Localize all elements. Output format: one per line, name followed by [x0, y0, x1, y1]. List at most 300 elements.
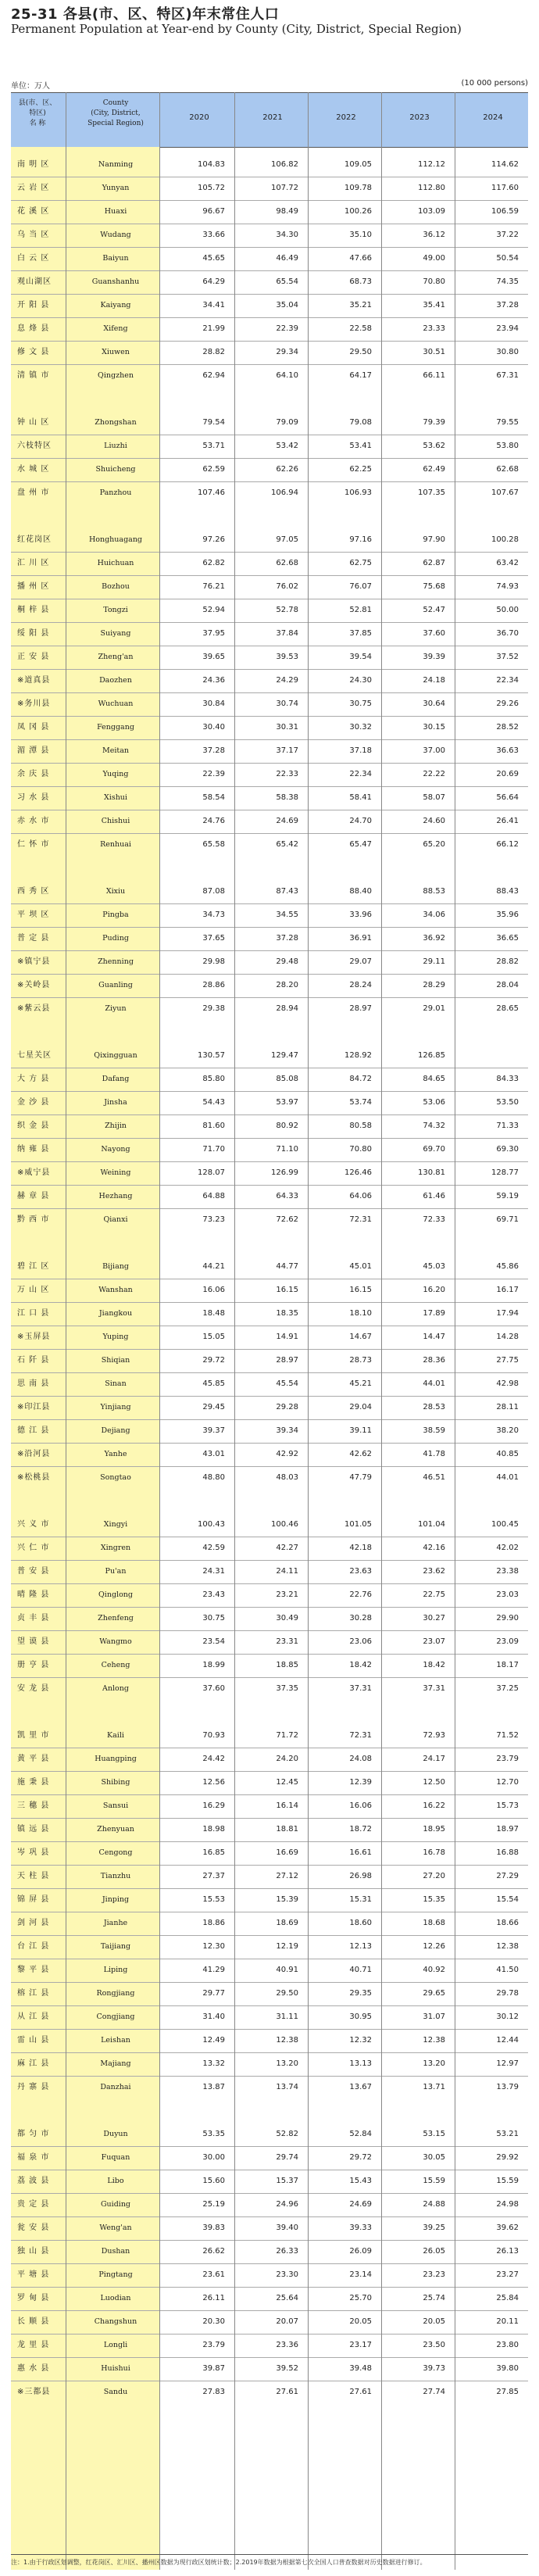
county-name-cn: 黔 西 市: [17, 1215, 50, 1224]
population-value: 105.72: [198, 184, 225, 192]
population-value: 18.35: [276, 1309, 298, 1318]
county-name-cn: 红花岗区: [17, 535, 52, 544]
table-row: [11, 1724, 528, 1748]
population-value: 128.07: [198, 1168, 225, 1177]
population-value: 85.80: [202, 1075, 225, 1083]
unit-label-cn: 单位：万人: [11, 82, 50, 91]
table-row: [11, 2146, 528, 2170]
population-value: 67.31: [496, 371, 519, 380]
county-name-en: Xingren: [100, 1544, 131, 1552]
population-value: 18.85: [276, 1661, 298, 1669]
county-name-en: Jinsha: [104, 1098, 127, 1107]
table-row: [11, 1419, 528, 1443]
population-value: 18.42: [349, 1661, 372, 1669]
population-value: 29.74: [276, 2153, 298, 2162]
table-row: [11, 646, 528, 669]
population-value: 45.85: [202, 1379, 225, 1388]
population-value: 28.29: [423, 981, 445, 989]
population-value: 30.74: [276, 699, 298, 708]
county-name-en: Rongjiang: [96, 1989, 135, 1998]
table-row: [11, 2029, 528, 2052]
population-value: 12.30: [202, 1942, 225, 1951]
population-value: 27.74: [423, 2388, 445, 2396]
county-name-cn: 七星关区: [17, 1051, 52, 1060]
county-name-en: Jianhe: [103, 1919, 128, 1927]
population-value: 26.09: [349, 2247, 372, 2256]
table-row: [11, 1466, 528, 1490]
county-name-en: Liping: [103, 1966, 128, 1974]
population-value: 39.62: [496, 2224, 519, 2232]
population-value: 28.20: [276, 981, 298, 989]
population-value: 29.07: [349, 957, 372, 966]
population-value: 16.06: [202, 1286, 225, 1294]
population-value: 37.65: [202, 934, 225, 943]
population-value: 69.30: [496, 1145, 519, 1154]
table-row: [11, 1443, 528, 1466]
population-value: 30.49: [276, 1614, 298, 1623]
county-name-cn: 余 庆 县: [17, 770, 50, 778]
table-row: [11, 1888, 528, 1912]
county-name-en: Majiang: [100, 2059, 131, 2068]
county-name-cn: 修 文 县: [17, 348, 50, 356]
county-name-en: Puding: [102, 934, 129, 943]
population-value: 15.31: [349, 1895, 372, 1904]
population-value: 20.69: [496, 770, 519, 778]
footnote: 注：1.由于行政区划调整，红花岗区、汇川区、播州区数据为现行政区划统计数；2.2019年数据为根据第七次全国人口普查数据对历史数据进行修订。: [11, 2559, 427, 2566]
county-name-cn: 施 秉 县: [17, 1778, 50, 1787]
population-value: 15.60: [202, 2177, 225, 2185]
population-value: 101.05: [344, 1520, 372, 1529]
table-row: [11, 1372, 528, 1396]
header-county-cn: 县(市、区、 特区) 名 称: [18, 99, 57, 127]
table-row: [11, 2216, 528, 2240]
county-name-cn: ※紫云县: [17, 1004, 51, 1013]
county-name-en: Kaiyang: [100, 301, 131, 309]
county-name-en: Renhuai: [100, 840, 131, 849]
county-name-cn: 剑 河 县: [17, 1919, 50, 1927]
table-row: [11, 1748, 528, 1771]
table-bottom-rule: [11, 2554, 528, 2555]
population-value: 84.33: [496, 1075, 519, 1083]
table-row: [11, 1537, 528, 1560]
population-value: 81.60: [202, 1122, 225, 1130]
population-value: 24.42: [202, 1755, 225, 1763]
population-value: 88.53: [423, 887, 445, 896]
population-value: 20.05: [423, 2317, 445, 2326]
population-value: 12.13: [349, 1942, 372, 1951]
population-value: 18.17: [496, 1661, 519, 1669]
table-row: [11, 200, 528, 224]
population-value: 12.38: [423, 2036, 445, 2045]
population-value: 53.74: [349, 1098, 372, 1107]
population-value: 52.78: [276, 606, 298, 614]
population-value: 30.80: [496, 348, 519, 356]
population-value: 62.82: [202, 559, 225, 567]
population-value: 46.51: [423, 1473, 445, 1482]
population-value: 16.29: [202, 1801, 225, 1810]
population-value: 18.81: [276, 1825, 298, 1834]
population-value: 23.06: [349, 1637, 372, 1646]
county-name-en: Dejiang: [101, 1426, 130, 1435]
population-value: 24.36: [202, 676, 225, 685]
table-row: [11, 739, 528, 763]
population-value: 53.97: [276, 1098, 298, 1107]
population-value: 29.01: [423, 1004, 445, 1013]
county-name-cn: 荔 波 县: [17, 2177, 50, 2185]
table-row: [11, 997, 528, 1021]
population-value: 97.26: [202, 535, 225, 544]
population-value: 28.52: [496, 723, 519, 732]
population-value: 45.01: [349, 1262, 372, 1271]
population-value: 34.30: [276, 231, 298, 239]
population-value: 12.38: [276, 2036, 298, 2045]
population-value: 14.28: [496, 1333, 519, 1341]
county-name-cn: 乌 当 区: [17, 231, 50, 239]
population-value: 18.69: [276, 1919, 298, 1927]
population-value: 15.39: [276, 1895, 298, 1904]
population-value: 39.73: [423, 2364, 445, 2373]
county-name-cn: ※关岭县: [17, 981, 51, 989]
county-name-en: Yuqing: [102, 770, 129, 778]
population-value: 107.72: [271, 184, 298, 192]
county-name-en: Ziyun: [105, 1004, 127, 1013]
population-value: 71.33: [496, 1122, 519, 1130]
table-row: [11, 1794, 528, 1818]
county-name-en: Shibing: [101, 1778, 130, 1787]
population-value: 16.22: [423, 1801, 445, 1810]
population-value: 23.79: [496, 1755, 519, 1763]
county-name-en: Congjiang: [96, 2012, 135, 2021]
table-title-en: Permanent Population at Year-end by County (City, District, Special Region): [11, 22, 462, 36]
population-value: 35.96: [496, 911, 519, 919]
county-name-en: Zhenning: [98, 957, 134, 966]
table-row: [11, 2240, 528, 2263]
population-value: 24.69: [349, 2200, 372, 2209]
county-name-en: Jinping: [102, 1895, 130, 1904]
population-value: 12.44: [496, 2036, 519, 2045]
population-value: 47.66: [349, 254, 372, 263]
table-header: [11, 92, 528, 148]
table-row: [11, 2076, 528, 2099]
population-value: 44.01: [423, 1379, 445, 1388]
county-name-en: Yinjiang: [100, 1403, 131, 1411]
population-value: 103.09: [418, 207, 445, 216]
population-value: 42.02: [496, 1544, 519, 1552]
population-value: 18.98: [202, 1825, 225, 1834]
county-name-en: Cengong: [98, 1848, 133, 1857]
population-value: 65.58: [202, 840, 225, 849]
table-row: [11, 1959, 528, 1982]
population-value: 26.33: [276, 2247, 298, 2256]
county-name-cn: 台 江 县: [17, 1942, 50, 1951]
table-row: [11, 177, 528, 200]
county-name-en: Danzhai: [100, 2083, 131, 2091]
population-value: 23.79: [202, 2341, 225, 2349]
population-value: 24.18: [423, 676, 445, 685]
population-value: 16.88: [496, 1848, 519, 1857]
table-row: [11, 2052, 528, 2076]
county-name-en: Wudang: [100, 231, 131, 239]
population-value: 62.59: [202, 465, 225, 474]
population-value: 28.82: [496, 957, 519, 966]
population-value: 97.90: [423, 535, 445, 544]
population-value: 28.97: [276, 1356, 298, 1365]
population-value: 23.33: [423, 324, 445, 333]
population-value: 41.78: [423, 1450, 445, 1458]
population-value: 23.54: [202, 1637, 225, 1646]
population-value: 71.72: [276, 1731, 298, 1740]
population-value: 18.86: [202, 1919, 225, 1927]
county-name-en: Weng'an: [99, 2224, 132, 2232]
population-value: 37.60: [202, 1684, 225, 1693]
county-name-en: Huichuan: [97, 559, 134, 567]
population-value: 64.10: [276, 371, 298, 380]
population-value: 37.25: [496, 1684, 519, 1693]
table-row: [11, 528, 528, 552]
population-value: 126.99: [271, 1168, 298, 1177]
population-value: 25.84: [496, 2294, 519, 2302]
county-name-cn: 天 柱 县: [17, 1872, 50, 1880]
table-row: [11, 2334, 528, 2357]
county-name-en: Sansui: [102, 1801, 129, 1810]
population-value: 22.22: [423, 770, 445, 778]
population-value: 22.39: [276, 324, 298, 333]
population-value: 28.86: [202, 981, 225, 989]
population-value: 50.00: [496, 606, 519, 614]
county-name-en: Xiuwen: [102, 348, 130, 356]
population-value: 45.21: [349, 1379, 372, 1388]
county-name-cn: 观山湖区: [17, 277, 52, 286]
population-value: 37.95: [202, 629, 225, 638]
table-row: [11, 1630, 528, 1654]
population-value: 16.69: [276, 1848, 298, 1857]
population-value: 22.75: [423, 1590, 445, 1599]
population-value: 22.33: [276, 770, 298, 778]
population-value: 106.59: [491, 207, 519, 216]
population-value: 84.65: [423, 1075, 445, 1083]
population-value: 44.21: [202, 1262, 225, 1271]
population-value: 117.60: [491, 184, 519, 192]
population-value: 16.14: [276, 1801, 298, 1810]
county-name-cn: 兴 义 市: [17, 1520, 50, 1529]
population-value: 30.40: [202, 723, 225, 732]
county-name-cn: ※松桃县: [17, 1473, 51, 1482]
population-value: 58.54: [202, 793, 225, 802]
population-value: 30.12: [496, 2012, 519, 2021]
county-name-en: Huaxi: [104, 207, 127, 216]
county-name-cn: 都 匀 市: [17, 2130, 50, 2138]
population-value: 24.31: [202, 1567, 225, 1576]
county-name-en: Nayong: [101, 1145, 130, 1154]
population-value: 56.64: [496, 793, 519, 802]
population-value: 13.20: [423, 2059, 445, 2068]
population-value: 58.38: [276, 793, 298, 802]
county-name-en: Pingtang: [98, 2270, 133, 2279]
population-value: 106.82: [271, 160, 298, 169]
population-value: 12.45: [276, 1778, 298, 1787]
county-name-cn: 金 沙 县: [17, 1098, 50, 1107]
population-value: 27.85: [496, 2388, 519, 2396]
county-name-en: Tianzhu: [100, 1872, 131, 1880]
county-name-cn: 凤 冈 县: [17, 723, 50, 732]
population-value: 29.92: [496, 2153, 519, 2162]
county-name-en: Guanling: [98, 981, 133, 989]
population-value: 18.68: [423, 1919, 445, 1927]
county-name-en: Liuzhi: [104, 442, 127, 450]
population-value: 39.87: [202, 2364, 225, 2373]
population-value: 16.17: [496, 1286, 519, 1294]
county-name-cn: 云 岩 区: [17, 184, 50, 192]
population-value: 62.26: [276, 465, 298, 474]
population-value: 24.70: [349, 817, 372, 825]
population-value: 22.76: [349, 1590, 372, 1599]
table-row: [11, 927, 528, 950]
population-value: 63.42: [496, 559, 519, 567]
population-value: 24.29: [276, 676, 298, 685]
county-name-cn: 江 口 县: [17, 1309, 50, 1318]
population-value: 23.14: [349, 2270, 372, 2279]
population-value: 31.07: [423, 2012, 445, 2021]
population-value: 34.41: [202, 301, 225, 309]
county-name-cn: 大 方 县: [17, 1075, 50, 1083]
county-name-cn: 凯 里 市: [17, 1731, 50, 1740]
population-value: 29.28: [276, 1403, 298, 1411]
county-name-en: Wanshan: [98, 1286, 133, 1294]
population-value: 25.64: [276, 2294, 298, 2302]
table-row: [11, 880, 528, 903]
population-value: 27.29: [496, 1872, 519, 1880]
population-value: 31.40: [202, 2012, 225, 2021]
table-row: [11, 1255, 528, 1279]
population-value: 38.20: [496, 1426, 519, 1435]
county-name-cn: 望 谟 县: [17, 1637, 50, 1646]
population-value: 24.98: [496, 2200, 519, 2209]
population-value: 72.31: [349, 1731, 372, 1740]
population-value: 35.10: [349, 231, 372, 239]
table-row: [11, 1865, 528, 1888]
population-value: 23.09: [496, 1637, 519, 1646]
county-name-cn: 赫 章 县: [17, 1192, 50, 1200]
population-value: 22.39: [202, 770, 225, 778]
population-value: 28.53: [423, 1403, 445, 1411]
population-value: 28.94: [276, 1004, 298, 1013]
population-value: 62.87: [423, 559, 445, 567]
county-name-cn: 龙 里 县: [17, 2341, 50, 2349]
county-name-cn: 白 云 区: [17, 254, 50, 263]
population-value: 35.41: [423, 301, 445, 309]
population-value: 28.65: [496, 1004, 519, 1013]
table-row: [11, 317, 528, 341]
county-name-en: Kaili: [107, 1731, 124, 1740]
population-value: 28.97: [349, 1004, 372, 1013]
table-row: [11, 2381, 528, 2404]
population-value: 21.99: [202, 324, 225, 333]
county-name-en: Yanhe: [104, 1450, 127, 1458]
population-value: 70.80: [423, 277, 445, 286]
county-name-cn: 桐 梓 县: [17, 606, 50, 614]
population-value: 41.50: [496, 1966, 519, 1974]
county-name-en: Xixiu: [105, 887, 126, 896]
table-title-cn: 25-31 各县(市、区、特区)年末常住人口: [11, 6, 280, 23]
population-value: 37.00: [423, 746, 445, 755]
population-value: 47.79: [349, 1473, 372, 1482]
county-name-cn: 贵 定 县: [17, 2200, 50, 2209]
county-name-cn: 丹 寨 县: [17, 2083, 50, 2091]
population-value: 64.33: [276, 1192, 298, 1200]
population-value: 53.80: [496, 442, 519, 450]
table-row: [11, 622, 528, 646]
population-value: 23.50: [423, 2341, 445, 2349]
population-value: 23.21: [276, 1590, 298, 1599]
county-name-cn: 万 山 区: [17, 1286, 50, 1294]
population-value: 15.35: [423, 1895, 445, 1904]
population-value: 126.85: [418, 1051, 445, 1060]
table-row: [11, 1114, 528, 1138]
population-value: 30.28: [349, 1614, 372, 1623]
population-value: 53.41: [349, 442, 372, 450]
population-value: 12.38: [496, 1942, 519, 1951]
population-value: 23.23: [423, 2270, 445, 2279]
county-name-cn: 黄 平 县: [17, 1755, 50, 1763]
population-value: 69.71: [496, 1215, 519, 1224]
county-name-cn: 钟 山 区: [17, 418, 50, 427]
population-value: 45.54: [276, 1379, 298, 1388]
table-row: [11, 1771, 528, 1794]
population-value: 26.05: [423, 2247, 445, 2256]
population-value: 79.54: [202, 418, 225, 427]
population-value: 36.65: [496, 934, 519, 943]
population-value: 66.11: [423, 371, 445, 380]
county-name-en: Dafang: [102, 1075, 130, 1083]
population-value: 37.35: [276, 1684, 298, 1693]
header-year-2024: 2024: [483, 113, 503, 122]
population-value: 39.39: [423, 653, 445, 661]
population-value: 37.31: [423, 1684, 445, 1693]
population-value: 96.67: [202, 207, 225, 216]
population-value: 15.73: [496, 1801, 519, 1810]
population-value: 27.61: [349, 2388, 372, 2396]
table-row: [11, 1091, 528, 1114]
population-value: 76.07: [349, 582, 372, 591]
population-value: 22.34: [349, 770, 372, 778]
population-value: 18.60: [349, 1919, 372, 1927]
table-row: [11, 294, 528, 317]
population-value: 17.89: [423, 1309, 445, 1318]
population-value: 37.28: [496, 301, 519, 309]
table-row: [11, 2123, 528, 2146]
population-value: 112.80: [418, 184, 445, 192]
population-value: 24.08: [349, 1755, 372, 1763]
county-name-cn: 盘 州 市: [17, 488, 50, 497]
county-name-en: Fenggang: [97, 723, 134, 732]
county-name-en: Xishui: [104, 793, 127, 802]
table-row: [11, 1560, 528, 1583]
population-value: 52.47: [423, 606, 445, 614]
county-name-cn: 册 亨 县: [17, 1661, 50, 1669]
population-value: 52.94: [202, 606, 225, 614]
population-value: 65.20: [423, 840, 445, 849]
county-name-cn: 绥 阳 县: [17, 629, 50, 638]
county-name-cn: 碧 江 区: [17, 1262, 50, 1271]
population-value: 100.28: [491, 535, 519, 544]
population-value: 18.95: [423, 1825, 445, 1834]
population-value: 64.29: [202, 277, 225, 286]
header-year-2023: 2023: [409, 113, 430, 122]
population-value: 59.19: [496, 1192, 519, 1200]
population-value: 80.92: [276, 1122, 298, 1130]
column-divider: [159, 92, 160, 2570]
county-name-cn: 镇 远 县: [17, 1825, 50, 1834]
